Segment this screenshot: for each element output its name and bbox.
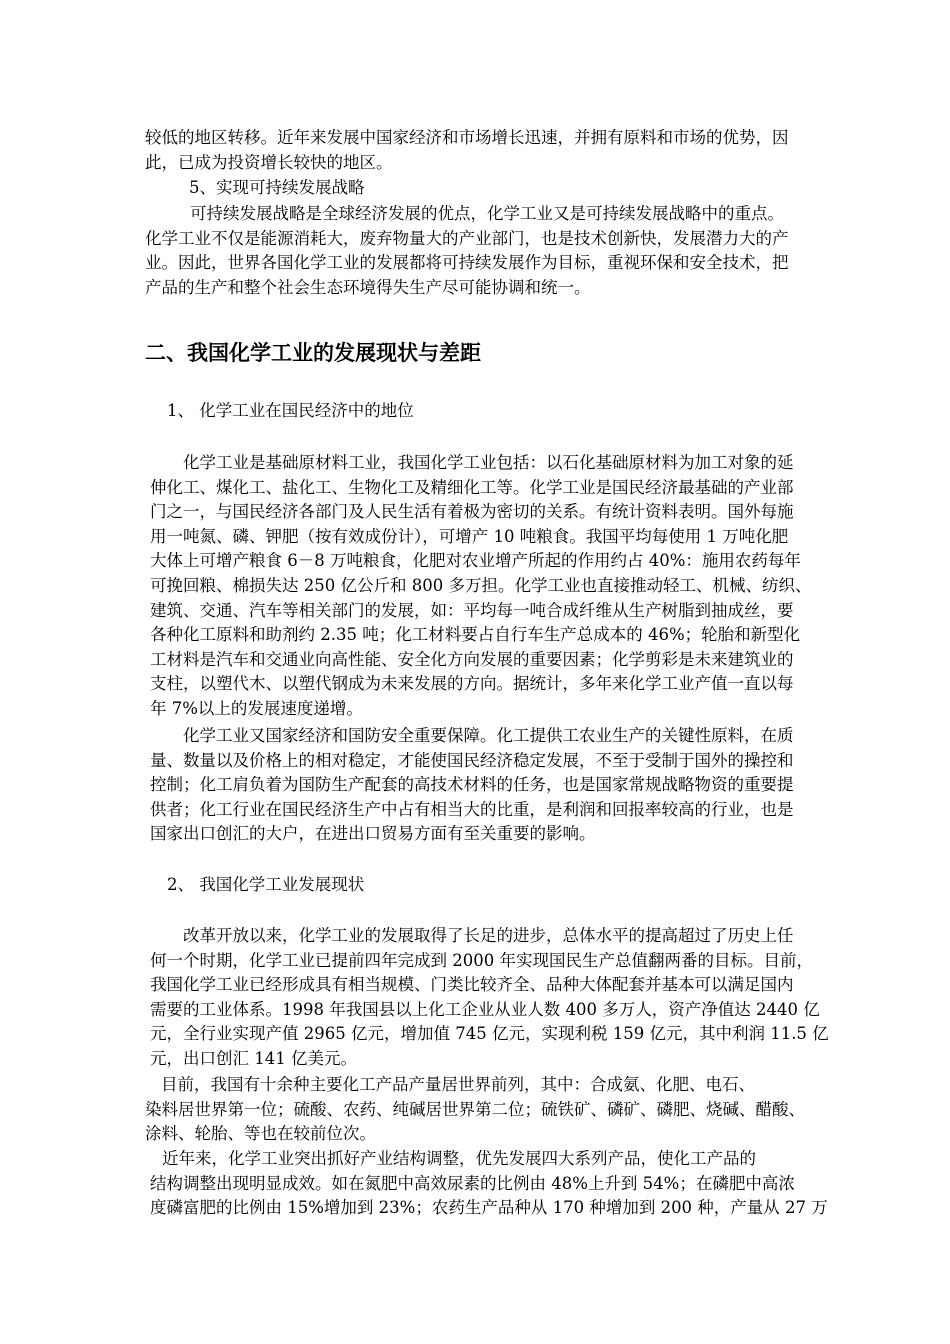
- paragraph-structure-adjustment: [150, 1147, 828, 1221]
- text-line: 量、数量以及价格上的相对稳定，才能使国民经济稳定发展，不至于受制于国外的操控和: [150, 750, 794, 770]
- text-line: 结构调整出现明显成效。如在氮肥中高效尿素的比例由 48%上升到 54%；在磷肥中高浓: [150, 1173, 795, 1193]
- text-line: 涂料、轮胎、等也在较前位次。: [145, 1124, 376, 1144]
- text-line: 产品的生产和整个社会生态环境得失生产尽可能协调和统一。: [145, 277, 591, 297]
- text-line: 支柱，以塑代木、以塑代钢成为未来发展的方向。据统计，多年来化学工业产值一直以每: [150, 674, 794, 694]
- text-line: 较低的地区转移。近年来发展中国家经济和市场增长迅速，并拥有原料和市场的优势，因: [145, 128, 789, 147]
- text-line: 伸化工、煤化工、盐化工、生物化工及精细化工等。化学工业是国民经济最基础的产业部: [150, 477, 794, 497]
- text-line: 可持续发展战略是全球经济发展的优点，化学工业又是可持续发展战略中的重点。: [190, 204, 784, 223]
- subheading-sustainable-strategy: 5、实现可持续发展战略: [189, 178, 365, 197]
- text-line: 控制；化工肩负着为国防生产配套的高技术材料的任务，也是国家常规战略物资的重要提: [150, 775, 794, 795]
- text-line: 元，全行业实现产值 2965 亿元，增加值 745 亿元，实现利税 159 亿元，其中利润 11.5 亿: [150, 1024, 829, 1044]
- subheading-economic-position: 1、 化学工业在国民经济中的地位: [167, 401, 414, 420]
- text-line: 建筑、交通、汽车等相关部门的发展，如：平均每一吨合成纤维从生产树脂到抽成丝，要: [150, 600, 794, 620]
- text-line: 年 7%以上的发展速度递增。: [150, 698, 363, 718]
- text-line: 各种化工原料和助剂约 2.35 吨；化工材料要占自行车生产总成本的 46%；轮胎和新型化: [150, 625, 801, 645]
- text-line: 元，出口创汇 141 亿美元。: [150, 1048, 357, 1068]
- paragraph-sustainable: [145, 202, 789, 300]
- text-line: 工材料是汽车和交通业向高性能、安全化方向发展的重要因素；化学剪彩是未来建筑业的: [150, 649, 794, 669]
- text-line: 化学工业不仅是能源消耗大，废弃物量大的产业部门，也是技术创新快，发展潜力大的产: [145, 228, 789, 248]
- subheading-current-status: 2、 我国化学工业发展现状: [167, 875, 365, 894]
- text-line: 染料居世界第一位；硫酸、农药、纯碱居世界第二位；硫铁矿、磷矿、磷肥、烧碱、醋酸、: [145, 1099, 805, 1119]
- text-line: 国家出口创汇的大户，在进出口贸易方面有至关重要的影响。: [150, 824, 596, 844]
- text-line: 化学工业又国家经济和国防安全重要保障。化工提供工农业生产的关键性原料，在质: [183, 726, 794, 745]
- text-line: 何一个时期，化学工业已提前四年完成到 2000 年实现国民生产总值翻两番的目标。目前，: [150, 950, 813, 970]
- text-line: 化学工业是基础原材料工业，我国化学工业包括：以石化基础原材料为加工对象的延: [183, 453, 794, 472]
- text-line: 改革开放以来，化学工业的发展取得了长足的进步，总体水平的提高超过了历史上任: [183, 926, 794, 945]
- text-line: 此，已成为投资增长较快的地区。: [145, 152, 393, 172]
- paragraph-reform: [150, 924, 829, 1072]
- text-line: 需要的工业体系。1998 年我国县以上化工企业从业人数 400 多万人，资产净值达 2440 亿: [150, 999, 820, 1019]
- text-line: 目前，我国有十余种主要化工产品产量居世界前列，其中：合成氨、化肥、电石、: [161, 1075, 755, 1094]
- text-line: 用一吨氮、磷、钾肥（按有效成份计），可增产 10 吨粮食。我国平均每使用 1 万吨化肥: [150, 526, 789, 546]
- text-line: 可挽回粮、棉损失达 250 亿公斤和 800 多万担。化学工业也直接推动轻工、机械、纺织、: [150, 575, 812, 595]
- text-line: 业。因此，世界各国化学工业的发展都将可持续发展作为目标，重视环保和安全技术，把: [145, 253, 789, 273]
- text-line: 门之一，与国民经济各部门及人民生活有着极为密切的关系。有统计资料表明。国外每施: [150, 502, 794, 522]
- paragraph-investment-tail: [145, 126, 789, 175]
- paragraph-basic-industry: [150, 451, 811, 722]
- text-line: 大体上可增产粮食 6－8 万吨粮食，化肥对农业增产所起的作用约占 40%：施用农药每年: [150, 551, 801, 571]
- paragraph-world-rank: [145, 1073, 805, 1147]
- text-line: 我国化学工业已经形成具有相当规模、门类比较齐全、品种大体配套并基本可以满足国内: [150, 975, 794, 995]
- text-line: 度磷富肥的比例由 15%增加到 23%；农药生产品种从 170 种增加到 200 种，产量从 27 万: [150, 1198, 828, 1218]
- paragraph-national-security: [150, 724, 794, 847]
- text-line: 近年来，化学工业突出抓好产业结构调整，优先发展四大系列产品，使化工产品的: [162, 1149, 756, 1168]
- section-heading: 二、我国化学工业的发展现状与差距: [145, 341, 481, 365]
- text-line: 供者；化工行业在国民经济生产中占有相当大的比重，是利润和回报率较高的行业，也是: [150, 799, 794, 819]
